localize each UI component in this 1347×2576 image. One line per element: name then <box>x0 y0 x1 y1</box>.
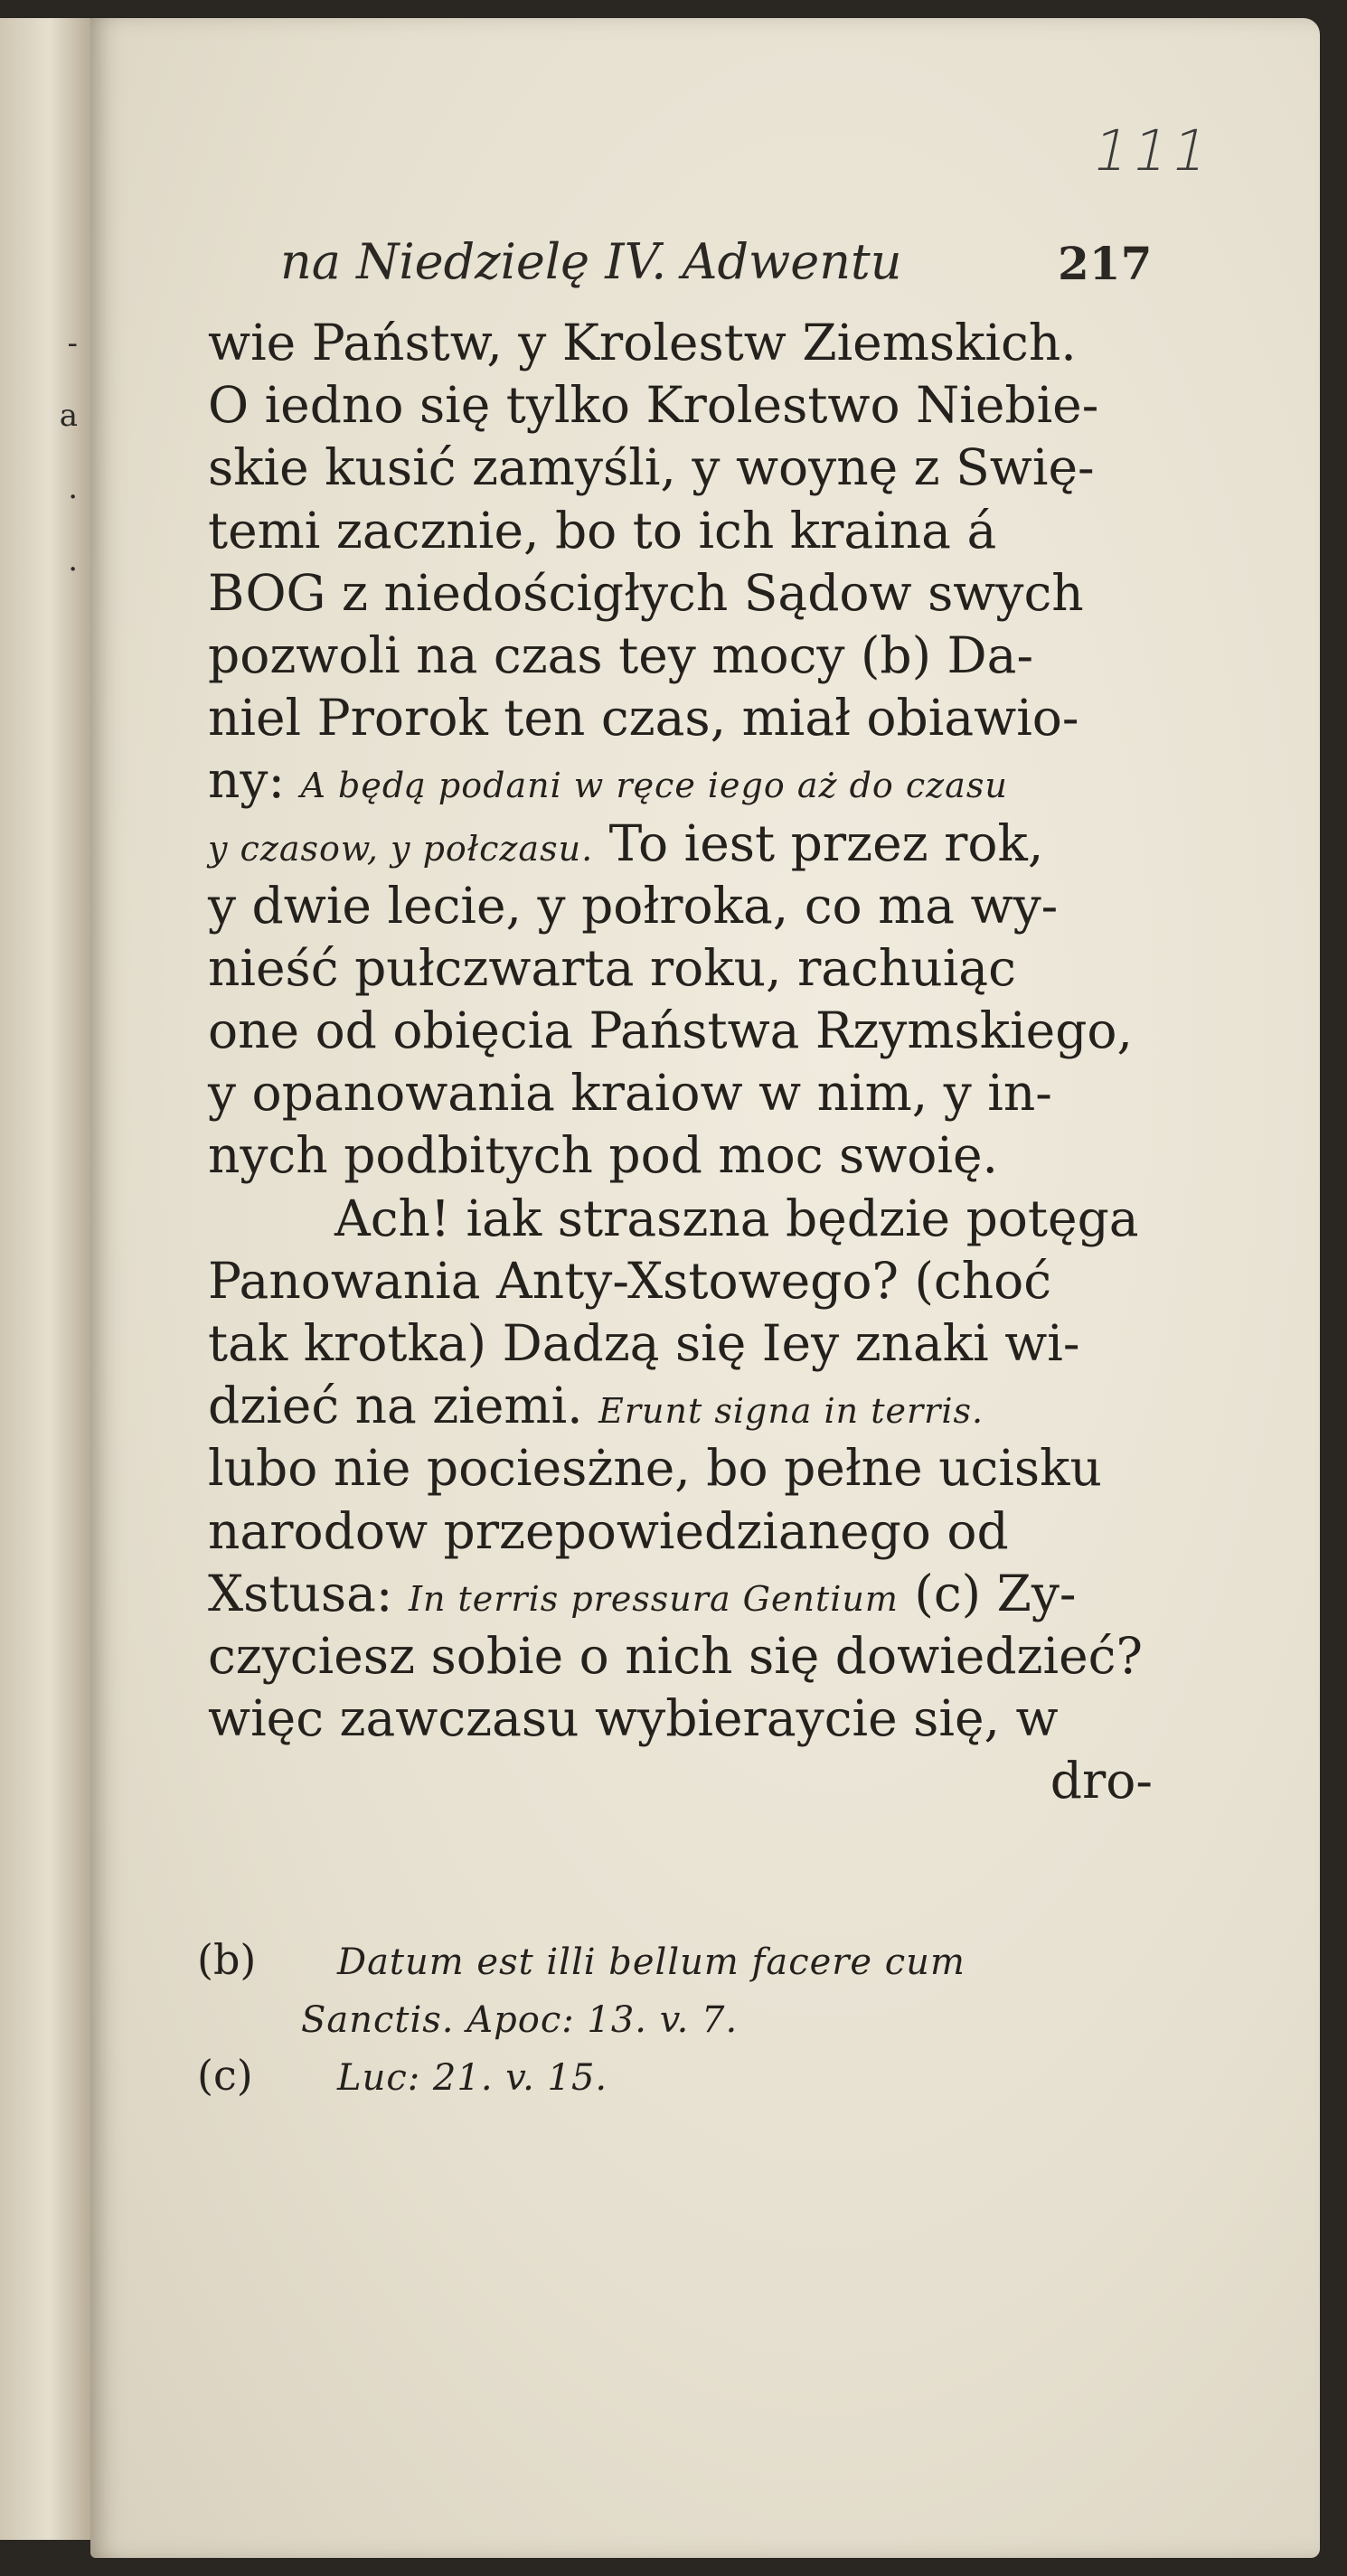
italic-quote: Erunt signa in terris. <box>598 1391 984 1432</box>
text-line <box>208 1375 1153 1437</box>
footnote-mark: (c) <box>197 2051 253 2100</box>
text-line <box>208 1563 1153 1625</box>
footnotes <box>197 1932 1155 2106</box>
text-run: czyciesz sobie o nich się dowiedzieć? <box>208 1626 1143 1685</box>
text-line <box>208 687 1153 749</box>
text-run: one od obięcia Państwa Rzymskiego, <box>208 1001 1134 1060</box>
handwritten-folio-number: 111 <box>1087 118 1220 183</box>
footnote-text: Datum est illi bellum facere cum <box>337 1941 966 1983</box>
text-run: y dwie lecie, y połroka, co ma wy- <box>208 876 1059 935</box>
text-line <box>208 1750 1153 1812</box>
text-line <box>208 1437 1153 1500</box>
text-run: narodow przepowiedzianego od <box>208 1501 1009 1560</box>
text-run: wie Państw, y Krolestw Ziemskich. <box>208 314 1077 371</box>
footnote-text: Luc: 21. v. 15. <box>337 2057 608 2099</box>
italic-quote: In terris pressura Gentium <box>408 1578 899 1619</box>
facing-mark: . <box>68 470 78 506</box>
text-line <box>208 749 1153 812</box>
text-run: nych podbitych pod moc swoię. <box>208 1126 999 1185</box>
text-run: To iest przez rok, <box>593 813 1044 872</box>
running-head-title: na Niedzielę IV. Adwentu <box>280 233 902 290</box>
italic-quote: y czasow, y połczasu. <box>208 828 594 869</box>
body-text <box>208 312 1153 1813</box>
text-line <box>208 1500 1153 1563</box>
text-line <box>208 937 1153 1000</box>
text-line <box>208 625 1153 687</box>
page-number: 217 <box>1058 237 1153 290</box>
text-line <box>208 437 1153 499</box>
footnote-text: Sanctis. Apoc: 13. v. 7. <box>301 1999 739 2041</box>
text-line <box>208 875 1153 937</box>
text-line <box>208 1124 1153 1187</box>
text-line <box>208 1250 1153 1312</box>
text-line <box>208 1062 1153 1124</box>
text-run: O iedno się tylko Krolestwo Niebie- <box>208 376 1099 435</box>
running-head <box>280 228 1166 300</box>
text-run: ny: <box>208 751 301 810</box>
text-run: niel Prorok ten czas, miał obiawio- <box>208 689 1079 747</box>
text-run: (c) Zy- <box>898 1564 1077 1622</box>
footnote-b <box>197 1932 1155 1990</box>
text-run: Ach! iak straszna będzie potęga <box>334 1189 1139 1247</box>
facing-page-edge <box>0 18 92 2540</box>
text-line <box>208 1312 1153 1375</box>
text-run: skie kusić zamyśli, y woynę z Swię- <box>208 438 1095 497</box>
text-run: BOG z niedościgłych Sądow swych <box>208 563 1084 622</box>
text-run: więc zawczasu wybieraycie się, w <box>208 1689 1059 1748</box>
facing-mark: - <box>67 325 78 362</box>
text-run: Xstusa: <box>208 1564 409 1622</box>
text-line <box>208 562 1153 625</box>
text-line <box>208 500 1153 562</box>
text-run: dro- <box>1050 1752 1153 1810</box>
text-run: dzieć na ziemi. <box>208 1377 599 1435</box>
text-line <box>208 312 1153 374</box>
book-page <box>90 18 1320 2558</box>
footnote-b-continued <box>197 1990 1155 2048</box>
text-run: pozwoli na czas tey mocy (b) Da- <box>208 625 1034 684</box>
footnote-mark: (b) <box>197 1935 257 1984</box>
text-run: nieść pułczwarta roku, rachuiąc <box>208 938 1016 997</box>
text-line <box>208 1625 1153 1688</box>
text-run: y opanowania kraiow w nim, y in- <box>208 1064 1052 1123</box>
text-line <box>208 1000 1153 1062</box>
footnote-c <box>197 2048 1155 2106</box>
facing-mark: a <box>59 398 78 434</box>
italic-quote: A będą podani w ręce iego aż do czasu <box>300 766 1008 806</box>
text-line <box>208 374 1153 437</box>
text-run: Panowania Anty-Xstowego? (choć <box>208 1251 1052 1310</box>
text-run: temi zacznie, bo to ich kraina á <box>208 501 997 559</box>
facing-mark: . <box>68 542 78 578</box>
text-line <box>208 1688 1153 1750</box>
text-line <box>208 1188 1153 1250</box>
text-run: lubo nie pociesżne, bo pełne ucisku <box>208 1439 1102 1498</box>
text-line <box>208 813 1153 875</box>
text-run: tak krotka) Dadzą się Iey znaki wi- <box>208 1314 1080 1372</box>
